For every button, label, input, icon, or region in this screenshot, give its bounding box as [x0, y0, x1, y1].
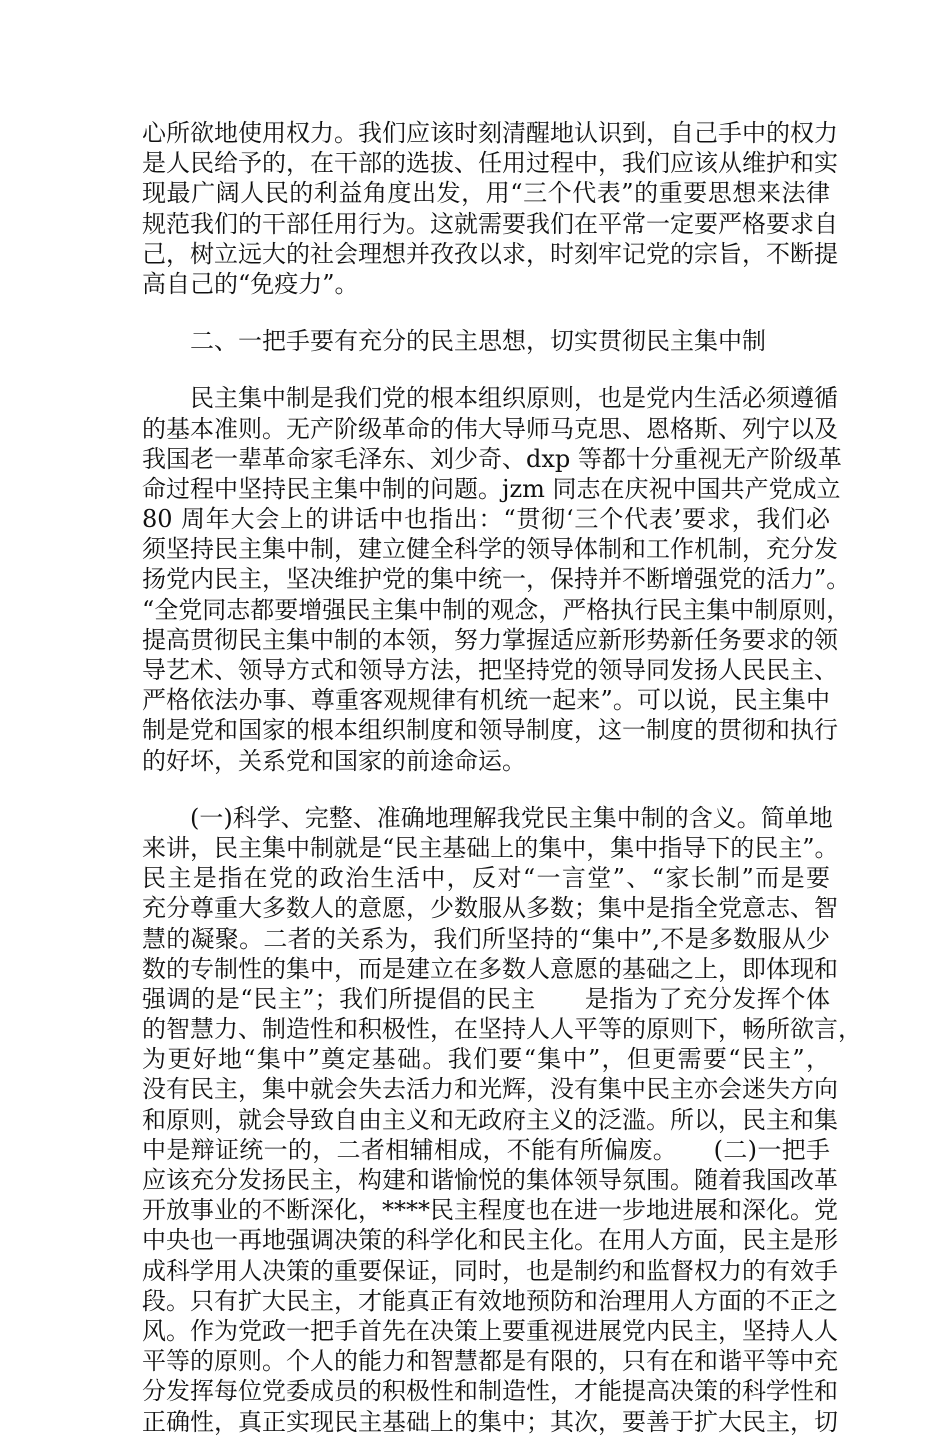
paragraph-gap	[142, 299, 830, 326]
text-line: 中央也一再地强调决策的科学化和民主化。在用人方面，民主是形	[142, 1226, 838, 1255]
text-line: 扬党内民主，坚决维护党的集中统一，保持并不断增强党的活力”。	[142, 565, 851, 594]
text-line: 导艺术、领导方式和领导方法，把坚持党的领导同发扬人民民主、	[142, 656, 838, 684]
paragraph-3	[142, 803, 862, 1437]
text-line: 段。只有扩大民主，才能真正有效地预防和治理用人方面的不正之	[142, 1286, 838, 1315]
paragraph-gap	[142, 356, 830, 383]
text-line: 风。作为党政一把手首先在决策上要重视进展党内民主，坚持人人	[142, 1316, 838, 1345]
text-line: 己，树立远大的社会理想并孜孜以求，时刻牢记党的宗旨，不断提	[142, 239, 838, 268]
text-line: 的好坏，关系党和国家的前途命运。	[142, 746, 526, 775]
document-page	[142, 118, 862, 1437]
text-line: 来讲，民主集中制就是“民主基础上的集中，集中指导下的民主”。	[142, 833, 839, 862]
text-line: 充分尊重大多数人的意愿，少数服从多数；集中是指全党意志、智	[142, 894, 838, 923]
text-line: 慧的凝聚。二者的关系为，我们所坚持的“集中”,不是多数服从少	[142, 924, 830, 953]
text-line: 高自己的“免疫力”。	[142, 269, 359, 298]
text-line: 成科学用人决策的重要保证，同时，也是制约和监督权力的有效手	[142, 1256, 838, 1285]
text-line: 心所欲地使用权力。我们应该时刻清醒地认识到，自己手中的权力	[142, 119, 838, 147]
text-line: (一)科学、完整、准确地理解我党民主集中制的含义。简单地	[190, 803, 833, 832]
text-line: 的智慧力、制造性和积极性，在坚持人人平等的原则下，畅所欲言，	[142, 1015, 862, 1044]
text-line: 须坚持民主集中制，建立健全科学的领导体制和工作机制，充分发	[142, 535, 838, 564]
text-line: 规范我们的干部任用行为。这就需要我们在平常一定要严格要求自	[142, 209, 838, 238]
text-line: 是人民给予的，在干部的选拔、任用过程中，我们应该从维护和实	[142, 149, 838, 178]
paragraph-1	[142, 118, 838, 299]
text-line: 和原则，就会导致自由主义和无政府主义的泛滥。所以，民主和集	[142, 1105, 838, 1134]
text-line: 没有民主，集中就会失去活力和光辉，没有集中民主亦会迷失方向	[142, 1075, 838, 1104]
text-line: 制是党和国家的根本组织制度和领导制度，这一制度的贯彻和执行	[142, 716, 838, 745]
text-line: 数的专制性的集中，而是建立在多数人意愿的基础之上，即体现和	[142, 954, 838, 983]
text-line: 提高贯彻民主集中制的本领，努力掌握适应新形势新任务要求的领	[142, 625, 838, 654]
paragraph-gap	[142, 776, 830, 803]
text-line: 民主集中制是我们党的根本组织原则，也是党内生活必须遵循	[190, 384, 838, 413]
text-line: 命过程中坚持民主集中制的问题。jzm 同志在庆祝中国共产党成立	[142, 474, 841, 503]
text-line: 开放事业的不断深化，****民主程度也在进一步地进展和深化。党	[142, 1196, 838, 1225]
section-heading: 二、一把手要有充分的民主思想，切实贯彻民主集中制	[190, 327, 766, 356]
paragraph-2	[142, 383, 851, 775]
text-line: 现最广阔人民的利益角度出发，用“三个代表”的重要思想来法律	[142, 179, 830, 208]
text-line: 我国老一辈革命家毛泽东、刘少奇、dxp 等都十分重视无产阶级革	[142, 444, 842, 473]
text-line: 的基本准则。无产阶级革命的伟大导师马克思、恩格斯、列宁以及	[142, 414, 838, 443]
text-line: 正确性，真正实现民主基础上的集中；其次，要善于扩大民主，切	[142, 1407, 838, 1436]
text-line: 强调的是“民主”；我们所提倡的民主 是指为了充分发挥个体	[142, 984, 830, 1013]
text-line: 分发挥每位党委成员的积极性和制造性，才能提高决策的科学性和	[142, 1377, 838, 1406]
text-line: “全党同志都要增强民主集中制的观念，严格执行民主集中制原则，	[142, 595, 851, 624]
text-line: 民主是指在党的政治生活中，反对“一言堂”、“家长制”而是要	[142, 864, 830, 893]
text-line: 为更好地“集中”奠定基础。我们要“集中”，但更需要“民主”，	[142, 1045, 830, 1074]
text-line: 中是辩证统一的，二者相辅相成，不能有所偏废。 (二)一把手	[142, 1135, 830, 1164]
text-line: 应该充分发扬民主，构建和谐愉悦的集体领导氛围。随着我国改革	[142, 1166, 838, 1194]
text-line: 严格依法办事、尊重客观规律有机统一起来”。可以说，民主集中	[142, 686, 830, 715]
text-line: 平等的原则。个人的能力和智慧都是有限的，只有在和谐平等中充	[142, 1347, 838, 1376]
text-line: 80 周年大会上的讲话中也指出：“贯彻‘三个代表’要求，我们必	[142, 505, 830, 534]
